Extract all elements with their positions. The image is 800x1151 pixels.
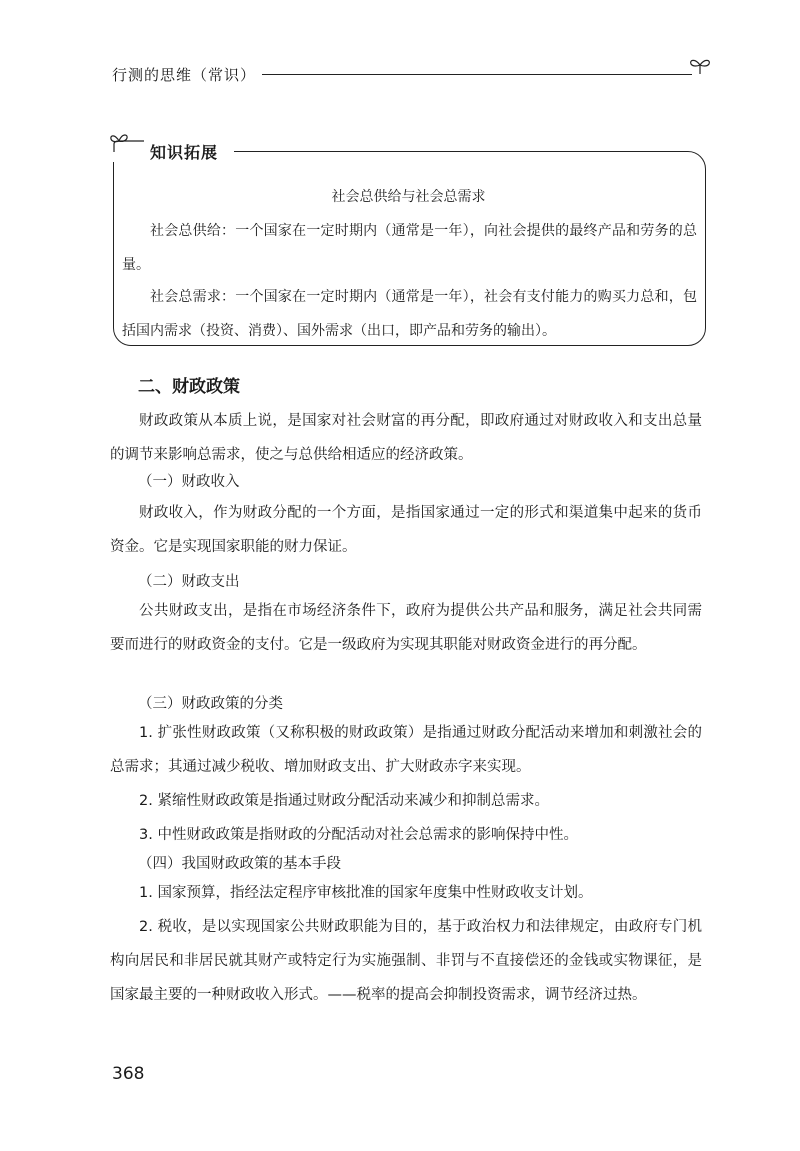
list-item: 1. 国家预算，指经法定程序审核批准的国家年度集中性财政收支计划。: [139, 885, 593, 901]
sprout-icon: [687, 54, 713, 80]
list-item: 2. 紧缩性财政政策是指通过财政分配活动来减少和抑制总需求。: [139, 793, 549, 809]
section-title: 二、财政政策: [138, 377, 240, 397]
box-paragraph: 社会总供给：一个国家在一定时期内（通常是一年），向社会提供的最终产品和劳务的总量。: [122, 223, 697, 273]
running-header: [112, 62, 712, 92]
subsection-title: （二）财政支出: [138, 574, 240, 590]
paragraph: 财政政策从本质上说，是国家对社会财富的再分配，即政府通过对财政收入和支出总量的调节来影响总需求，使之与总供给相适应的经济政策。: [110, 413, 702, 463]
box-paragraph: 社会总需求：一个国家在一定时期内（通常是一年），社会有支付能力的购买力总和，包括国内需求（投资、消费）、国外需求（出口，即产品和劳务的输出）。: [122, 289, 697, 339]
subsection-title: （一）财政收入: [138, 474, 240, 490]
list-item: 1. 扩张性财政政策（又称积极的财政政策）是指通过财政分配活动来增加和刺激社会的总需求；其通过减少税收、增加财政支出、扩大财政赤字来实现。: [110, 725, 702, 775]
paragraph: 公共财政支出，是指在市场经济条件下，政府为提供公共产品和服务，满足社会共同需要而进行的财政资金的支付。它是一级政府为实现其职能对财政资金进行的再分配。: [110, 603, 702, 653]
subsection-title: （三）财政政策的分类: [138, 696, 283, 712]
subsection-title: （四）我国财政政策的基本手段: [138, 856, 341, 872]
header-rule: [262, 74, 692, 75]
paragraph: 财政收入，作为财政分配的一个方面，是指国家通过一定的形式和渠道集中起来的货币资金。它是实现国家职能的财力保证。: [110, 505, 702, 555]
sprout-icon: [110, 126, 144, 154]
list-item: 3. 中性财政政策是指财政的分配活动对社会总需求的影响保持中性。: [139, 827, 578, 843]
box-heading: 社会总供给与社会总需求: [331, 189, 486, 205]
box-title: 知识拓展: [150, 143, 219, 162]
page-number: 368: [112, 1064, 145, 1084]
running-title: 行测的思维（常识）: [112, 66, 257, 84]
list-item: 2. 税收，是以实现国家公共财政职能为目的，基于政治权力和法律规定，由政府专门机构向居民和非居民就其财产或特定行为实施强制、非罚与不直接偿还的金钱或实物课征，是国家最主要的一种财政收入形式。——税率的提高会抑制投资需求，调节经济过热。: [110, 919, 702, 1003]
